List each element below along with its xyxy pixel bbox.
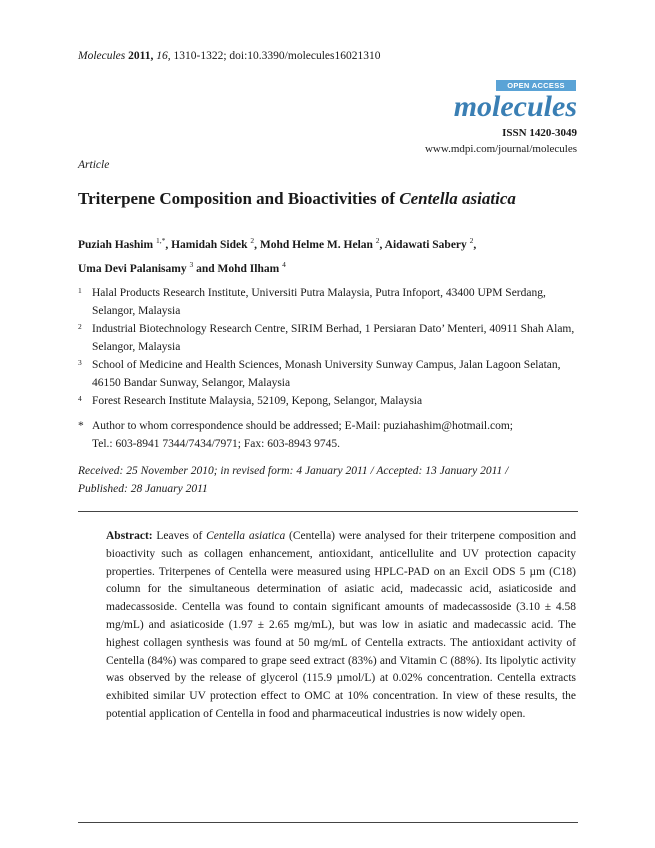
affiliation-item: 2 Industrial Biotechnology Research Centre, SIRIM Berhad, 1 Persiaran Dato’ Menteri, 40911 Shah Alam, Selangor, Malaysia (78, 322, 575, 353)
dates-line: Published: 28 January 2011 (78, 483, 208, 495)
running-header (78, 50, 381, 62)
author: Mohd Helme M. Helan $^2$, (259, 236, 385, 251)
correspondence-line: Tel.: 603-8941 7344/7434/7971; Fax: 603-8943 9745. (92, 438, 341, 450)
affiliation-item: 4 Forest Research Institute Malaysia, 52109, Kepong, Selangor, Malaysia (78, 394, 423, 407)
author: Hamidah Sidek $^2$, (171, 236, 260, 251)
title-main: Triterpene Composition and Bioactivities of (78, 189, 400, 208)
journal-url[interactable]: www.mdpi.com/journal/molecules (424, 143, 577, 155)
running-year: 2011, (128, 50, 154, 62)
author: Mohd Ilham $^4$ (217, 259, 286, 275)
abstract-species: Centella asiatica (206, 530, 286, 542)
abstract (106, 528, 576, 724)
abstract-bottom-rule (78, 822, 578, 823)
article-type: Article (78, 159, 110, 171)
author: Puziah Hashim $^{1,*}$, (78, 236, 172, 251)
issn: ISSN 1420-3049 (502, 127, 577, 139)
dates-line: Received: 25 November 2010; in revised form: 4 January 2011 / Accepted: 13 January 2011 / (78, 465, 509, 477)
author: Uma Devi Palanisamy $^3$ and (78, 259, 218, 275)
author: Aidawati Sabery $^2$, (384, 236, 477, 251)
open-access-badge: OPEN ACCESS (496, 80, 576, 91)
abstract-label: Abstract: (106, 530, 153, 542)
correspondence-line: Author to whom correspondence should be addressed; E-Mail: puziahashim@hotmail.com; (92, 420, 513, 432)
publication-dates (78, 462, 578, 498)
paper-title (78, 189, 516, 209)
running-pages-doi: 1310-1322; doi:10.3390/molecules16021310 (173, 50, 381, 62)
running-journal: Molecules (78, 50, 126, 62)
affiliation-item: 3 School of Medicine and Health Sciences, Monash University Sunway Campus, Jalan Lagoon Selatan, 46150 Bandar Sunway, Selangor, Malaysia (78, 358, 561, 389)
correspondence-star: * (78, 420, 84, 432)
running-volume: 16, (156, 50, 171, 62)
affiliation-item: 1 Halal Products Research Institute, Universiti Putra Malaysia, Putra Infoport, 43400 UPM Serdang, Selangor, Malaysia (78, 286, 546, 317)
journal-logo: molecules (453, 90, 577, 123)
abstract-top-rule (78, 511, 578, 512)
correspondence-note (78, 417, 578, 453)
affiliation-list (78, 284, 578, 410)
title-species: Centella asiatica (399, 189, 516, 208)
author-list (78, 231, 578, 279)
abstract-body: (Centella) were analysed for their triterpene composition and bioactivity such as collagen enhancement, antioxidant, anticellulite and UV protection capacity properties. Triterpenes of Centella were measured using HPLC-PAD on an Excil ODS 5 µm (C18) column for the simultaneous determination of asiatic acid, madecassic acid, asiaticoside and madecassoside. Centella was found to contain significant amounts of madecassoside (3.10 ± 4.58 mg/mL) and asiaticoside (1.97 ± 2.65 mg/mL), but was low in asiatic and madecassic acid. The highest collagen synthesis was found at 50 mg/mL of Centella extracts. The antioxidant activity of Centella (84%) was compared to grape seed extract (83%) and Vitamin C (88%). Its lipolytic activity was observed by the release of glycerol (115.9 µmol/L) at 0.02% concentration. Centella extracts exhibited similar UV protection effect to OMC at 10% concentration. In view of these results, the potential application of Centella in food and pharmaceutical industries is now widely open. (106, 530, 576, 720)
abstract-lead: Leaves of (152, 530, 207, 542)
